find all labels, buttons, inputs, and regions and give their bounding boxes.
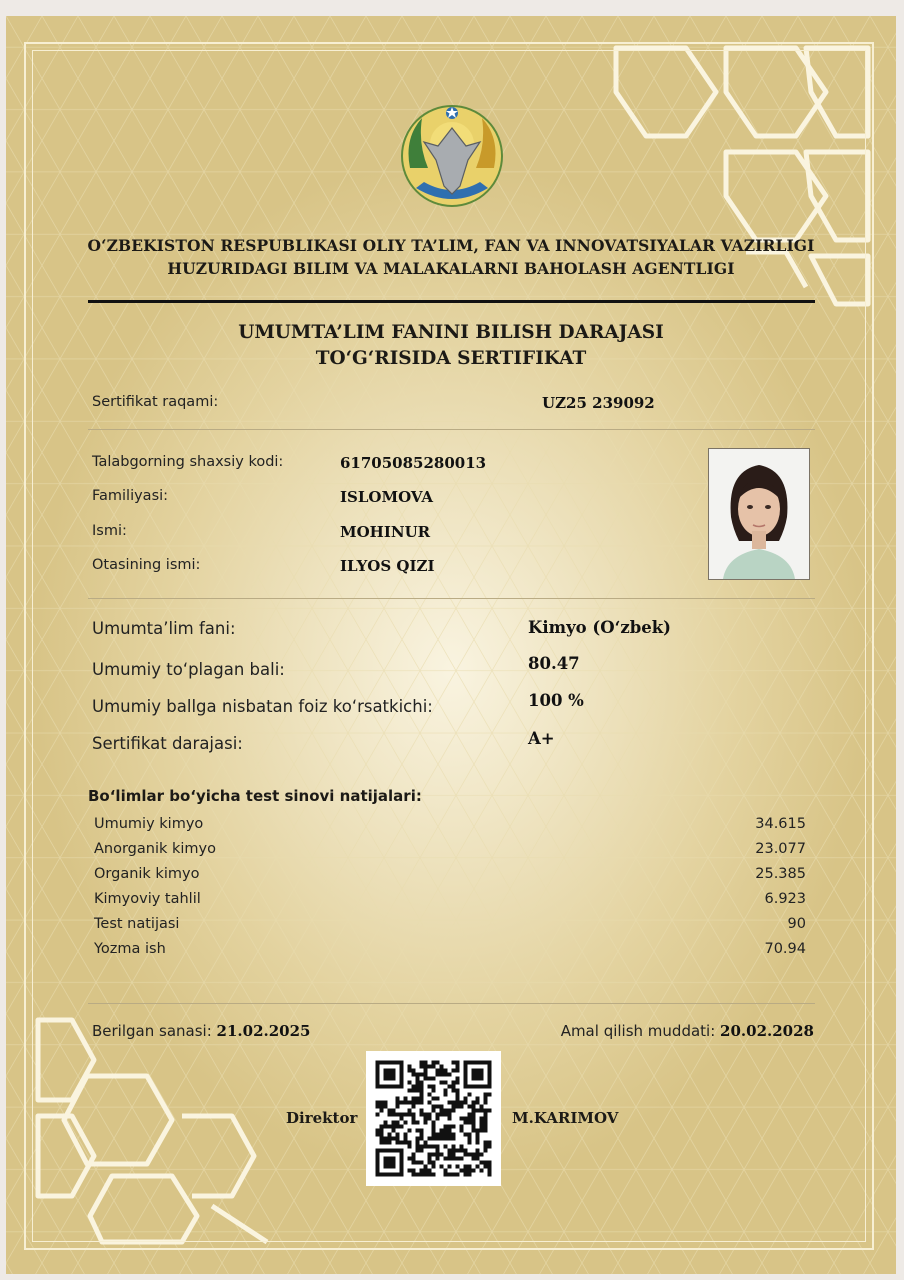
patronymic-label: Otasining ismi: <box>92 557 201 573</box>
section-score: 25.385 <box>755 866 806 882</box>
total-score-label: Umumiy to‘plagan bali: <box>92 660 285 679</box>
patronymic-value: ILYOS QIZI <box>340 557 435 575</box>
state-emblem-icon <box>396 98 508 210</box>
director-label: Direktor <box>286 1109 358 1127</box>
valid-until-value: 20.02.2028 <box>720 1022 814 1040</box>
section-name: Anorganik kimyo <box>94 841 217 857</box>
name-value: MOHINUR <box>340 523 431 541</box>
surname-value: ISLOMOVA <box>340 488 433 506</box>
valid-until-label: Amal qilish muddati: <box>560 1022 716 1040</box>
section-row <box>94 916 806 940</box>
percentage-label: Umumiy ballga nisbatan foiz ko‘rsatkichi: <box>92 697 433 716</box>
qr-code[interactable] <box>366 1051 501 1186</box>
sections-title: Bo‘limlar bo‘yicha test sinovi natijalari: <box>88 787 422 805</box>
issue-date <box>92 1022 311 1040</box>
divider <box>88 1003 815 1004</box>
subject-label: Umumta’lim fani: <box>92 619 236 638</box>
subject-value: Kimyo (O‘zbek) <box>528 618 671 637</box>
total-score-value: 80.47 <box>528 654 580 673</box>
grade-value: A+ <box>528 729 555 748</box>
section-score: 6.923 <box>764 891 806 907</box>
section-name: Umumiy kimyo <box>94 816 204 832</box>
certificate-title-line1: UMUMTA’LIM FANINI BILISH DARAJASI <box>238 322 664 343</box>
header-divider <box>88 300 815 303</box>
section-row <box>94 941 806 965</box>
issue-date-label: Berilgan sanasi: <box>92 1022 212 1040</box>
ministry-header-line2: HUZURIDAGI BILIM VA MALAKALARNI BAHOLASH AGENTLIGI <box>167 259 735 278</box>
certificate-number: UZ25 239092 <box>542 394 655 412</box>
director-name: M.KARIMOV <box>512 1109 619 1127</box>
section-score: 23.077 <box>755 841 806 857</box>
section-score: 90 <box>787 916 806 932</box>
section-name: Kimyoviy tahlil <box>94 891 201 907</box>
divider <box>88 598 815 599</box>
section-name: Yozma ish <box>94 941 166 957</box>
grade-label: Sertifikat darajasi: <box>92 734 243 753</box>
section-name: Test natijasi <box>94 916 180 932</box>
percentage-value: 100 % <box>528 691 584 710</box>
applicant-photo <box>708 448 810 580</box>
section-score: 70.94 <box>764 941 806 957</box>
ministry-header-line1: O‘ZBEKISTON RESPUBLIKASI OLIY TA’LIM, FAN VA INNOVATSIYALAR VAZIRLIGI <box>87 236 815 255</box>
section-row <box>94 866 806 890</box>
certificate <box>6 16 896 1274</box>
section-row <box>94 816 806 840</box>
certificate-number-label: Sertifikat raqami: <box>92 394 219 410</box>
section-row <box>94 841 806 865</box>
pinfl-value: 61705085280013 <box>340 454 487 472</box>
section-score: 34.615 <box>755 816 806 832</box>
section-name: Organik kimyo <box>94 866 200 882</box>
issue-date-value: 21.02.2025 <box>216 1022 311 1040</box>
section-row <box>94 891 806 915</box>
surname-label: Familiyasi: <box>92 488 169 504</box>
pinfl-label: Talabgorning shaxsiy kodi: <box>92 454 284 470</box>
divider <box>88 429 815 430</box>
certificate-title-line2: TO‘G‘RISIDA SERTIFIKAT <box>315 348 587 369</box>
valid-until <box>561 1022 814 1040</box>
name-label: Ismi: <box>92 523 127 539</box>
